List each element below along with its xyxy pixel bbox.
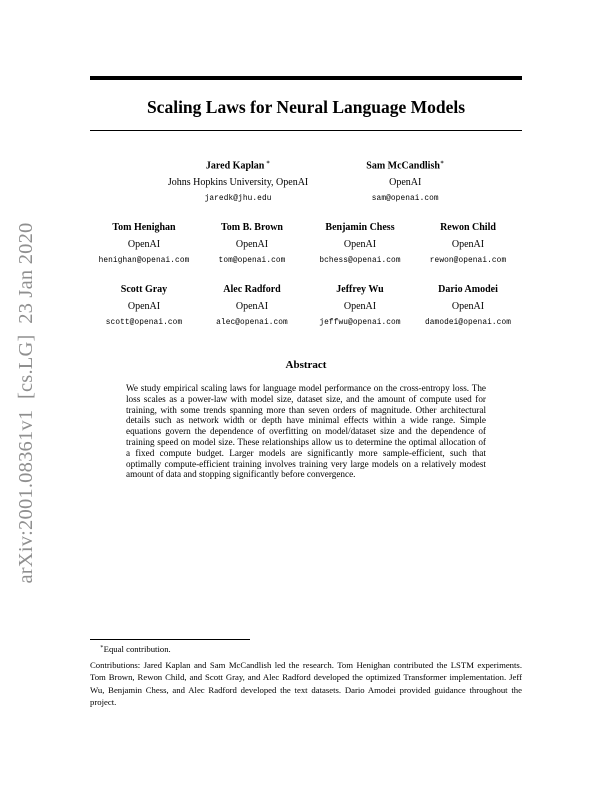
author-block <box>198 281 306 332</box>
author-affiliation: OpenAI <box>343 239 377 250</box>
authors-row-2 <box>90 219 522 270</box>
author-affiliation: OpenAI <box>343 301 377 312</box>
author-email: henighan@openai.com <box>98 257 190 265</box>
author-name-text: Sam McCandlish <box>366 160 440 172</box>
arxiv-watermark: arXiv:2001.08361v1 [cs.LG] 23 Jan 2020 <box>15 222 37 584</box>
author-affiliation: OpenAI <box>127 239 161 250</box>
author-name: Tom B. Brown <box>221 222 283 233</box>
author-affiliation: OpenAI <box>389 177 422 189</box>
author-name: Benjamin Chess <box>325 222 395 233</box>
author-email: scott@openai.com <box>105 319 183 327</box>
author-name: Scott Gray <box>120 284 168 295</box>
author-block <box>414 281 522 332</box>
author-name <box>366 154 444 174</box>
author-affiliation: OpenAI <box>235 239 269 250</box>
equal-contribution-note <box>90 641 522 655</box>
author-affiliation: OpenAI <box>235 301 269 312</box>
author-name-text: Jared Kaplan <box>205 160 265 172</box>
author-affiliation: OpenAI <box>451 239 485 250</box>
equal-contribution-text: Equal contribution. <box>103 643 171 654</box>
equal-contribution-mark: ∗ <box>264 159 271 166</box>
title-rule-top <box>90 76 522 80</box>
author-block <box>306 219 414 270</box>
author-block <box>366 154 444 208</box>
authors-row-1 <box>90 154 522 208</box>
author-block <box>90 281 198 332</box>
abstract-text: We study empirical scaling laws for language model performance on the cross-entropy loss. The loss scales as a power-law with model size, dataset size, and the amount of compute used for training, with some trends spanning more than seven orders of magnitude. Other architectural details such as network width or depth have minimal effects within a wide range. Simple equations govern the dependence of overfitting on model/dataset size and the dependence of training speed on model size. These relationships allow us to determine the optimal allocation of a fixed compute budget. Larger models are significantly more sample-efficient, such that optimally compute-efficient training involves training very large models on a relatively modest amount of data and stopping significantly before convergence. <box>126 383 486 480</box>
author-name: Dario Amodei <box>438 284 498 295</box>
author-name: Tom Henighan <box>112 222 176 233</box>
author-name <box>168 154 308 174</box>
author-email: jeffwu@openai.com <box>319 319 401 327</box>
page-content <box>90 0 522 792</box>
author-email: alec@openai.com <box>216 319 288 327</box>
footnote-rule <box>90 639 250 640</box>
author-email: bchess@openai.com <box>319 257 401 265</box>
author-block <box>168 154 308 208</box>
footnote-asterisk: ∗ <box>100 644 104 650</box>
author-name: Rewon Child <box>440 222 496 233</box>
author-email: tom@openai.com <box>218 257 286 265</box>
author-email: sam@openai.com <box>371 195 439 204</box>
author-email: jaredk@jhu.edu <box>204 195 272 204</box>
author-block <box>90 219 198 270</box>
author-affiliation: Johns Hopkins University, OpenAI <box>167 177 309 189</box>
author-email: rewon@openai.com <box>429 257 507 265</box>
author-name: Jeffrey Wu <box>336 284 384 295</box>
abstract-heading: Abstract <box>285 359 327 371</box>
author-name: Alec Radford <box>223 284 281 295</box>
author-block <box>414 219 522 270</box>
equal-contribution-mark: ∗ <box>439 159 445 166</box>
author-email: damodei@openai.com <box>424 319 512 327</box>
author-affiliation: OpenAI <box>127 301 161 312</box>
author-block <box>198 219 306 270</box>
title-rule-bottom <box>90 130 522 131</box>
paper-title: Scaling Laws for Neural Language Models <box>146 97 466 117</box>
author-block <box>306 281 414 332</box>
authors-row-3 <box>90 281 522 332</box>
contributions-note: Contributions: Jared Kaplan and Sam McCandlish led the research. Tom Henighan contributed the LSTM experiments. Tom Brown, Rewon Child, and Scott Gray, and Alec Radford developed the optimized Transformer implementation. Jeff Wu, Benjamin Chess, and Alec Radford developed the text datasets. Dario Amodei provided guidance throughout the project. <box>90 660 522 707</box>
author-affiliation: OpenAI <box>451 301 485 312</box>
